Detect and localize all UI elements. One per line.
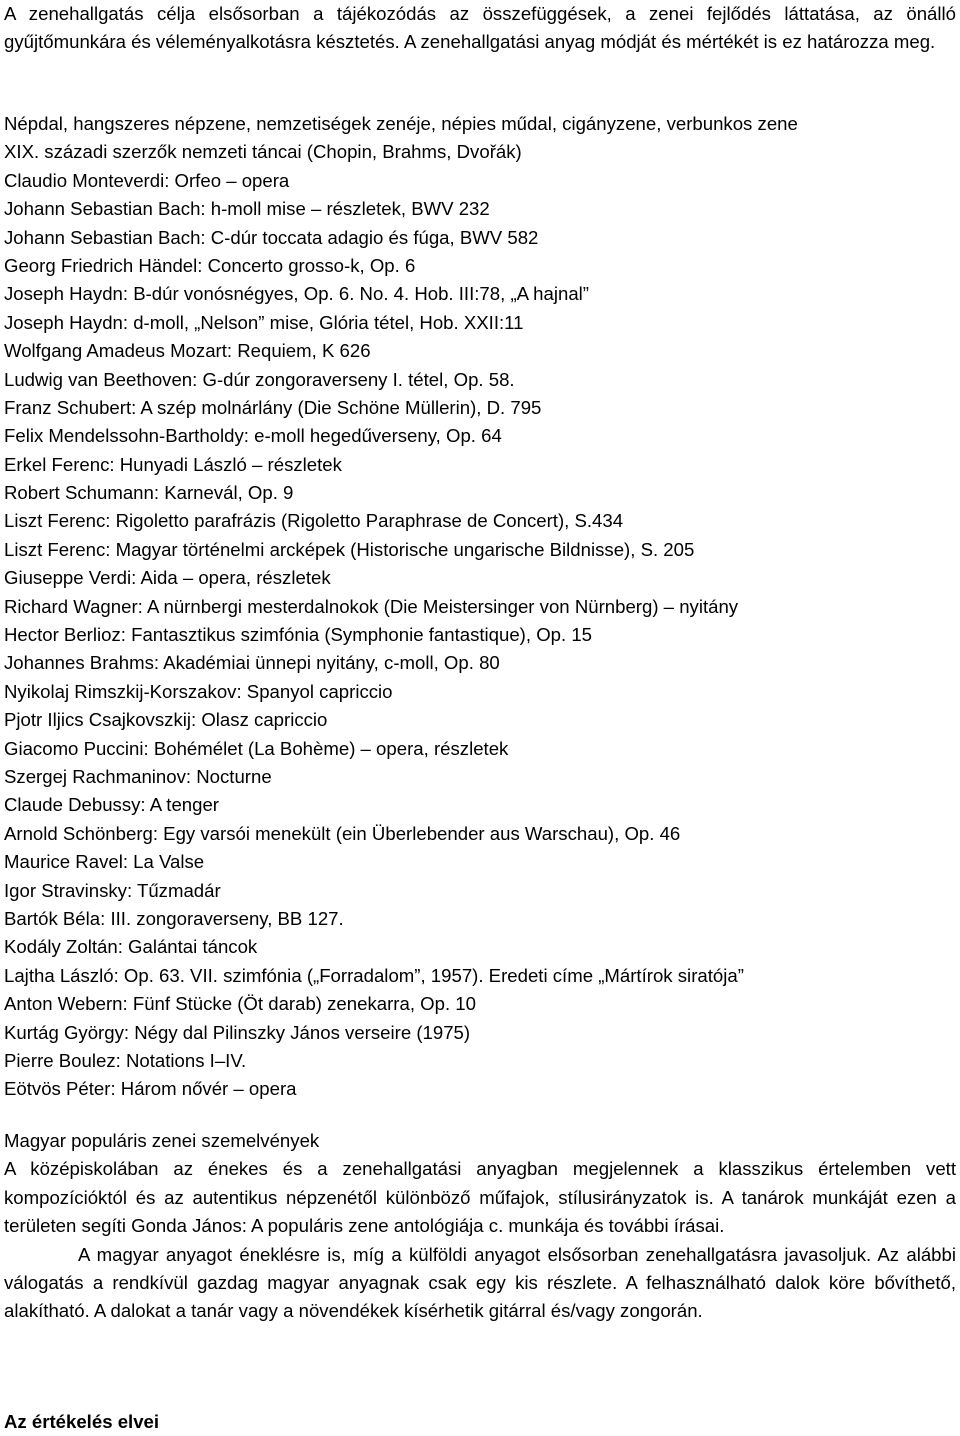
list-item: Kodály Zoltán: Galántai táncok [4, 936, 258, 958]
list-item: Richard Wagner: A nürnbergi mesterdalnokok (Die Meistersinger von Nürnberg) – nyitány [4, 595, 739, 617]
list-item: Felix Mendelssohn-Bartholdy: e-moll hegedűverseny, Op. 64 [4, 425, 502, 447]
list-item: Eötvös Péter: Három nővér – opera [4, 1078, 297, 1100]
list-item: Kurtág György: Négy dal Pilinszky János verseire (1975) [4, 1021, 471, 1043]
list-item: Johannes Brahms: Akadémiai ünnepi nyitány, c-moll, Op. 80 [4, 652, 500, 674]
list-item: Szergej Rachmaninov: Nocturne [4, 765, 272, 787]
section-paragraph: A középiskolában az énekes és a zenehallgatási anyagban megjelennek a klasszikus értelemben vett kompozícióktól és az autentikus népzenétől különböző műfajok, stílusirányzatok is. A tanárok munkáját ezen a területen segíti Gonda János: A populáris zene antológiája c. munkája és további írásai. [4, 1158, 956, 1237]
list-item: Maurice Ravel: La Valse [4, 851, 205, 873]
list-item: Joseph Haydn: d-moll, „Nelson” mise, Glória tétel, Hob. XXII:11 [4, 311, 524, 333]
list-item: Wolfgang Amadeus Mozart: Requiem, K 626 [4, 340, 371, 362]
list-item: Franz Schubert: A szép molnárlány (Die Schöne Müllerin), D. 795 [4, 396, 542, 418]
list-item: Ludwig van Beethoven: G-dúr zongoraverseny I. tétel, Op. 58. [4, 368, 515, 390]
list-item: Georg Friedrich Händel: Concerto grosso-k, Op. 6 [4, 254, 416, 276]
section-heading: Magyar populáris zenei szemelvények [4, 1130, 320, 1151]
list-item: Igor Stravinsky: Tűzmadár [4, 879, 221, 901]
list-item: Johann Sebastian Bach: C-dúr toccata adagio és fúga, BWV 582 [4, 226, 539, 248]
list-item: Erkel Ferenc: Hunyadi László – részletek [4, 453, 342, 475]
list-item: Joseph Haydn: B-dúr vonósnégyes, Op. 6. No. 4. Hob. III:78, „A hajnal” [4, 283, 589, 305]
evaluation-title: Az értékelés elvei [4, 1411, 160, 1432]
repertoire-list [4, 110, 956, 1104]
list-item: Pierre Boulez: Notations I–IV. [4, 1049, 247, 1071]
list-item: Robert Schumann: Karnevál, Op. 9 [4, 482, 294, 504]
list-item: Hector Berlioz: Fantasztikus szimfónia (Symphonie fantastique), Op. 15 [4, 624, 593, 646]
list-item: Liszt Ferenc: Magyar történelmi arcképek (Historische ungarische Bildnisse), S. 205 [4, 538, 695, 560]
list-item: Arnold Schönberg: Egy varsói menekült (ein Überlebender aus Warschau), Op. 46 [4, 822, 681, 844]
list-item: Claudio Monteverdi: Orfeo – opera [4, 169, 290, 191]
list-item: XIX. századi szerzők nemzeti táncai (Chopin, Brahms, Dvořák) [4, 141, 522, 163]
list-item: Népdal, hangszeres népzene, nemzetiségek zenéje, népies műdal, cigányzene, verbunkos zene [4, 113, 798, 134]
list-item: Giacomo Puccini: Bohémélet (La Bohème) – opera, részletek [4, 737, 509, 759]
list-item: Johann Sebastian Bach: h-moll mise – részletek, BWV 232 [4, 198, 490, 220]
list-item: Lajtha László: Op. 63. VII. szimfónia („Forradalom”, 1957). Eredeti címe „Mártírok siratója” [4, 964, 744, 986]
list-item: Pjotr Iljics Csajkovszkij: Olasz capriccio [4, 709, 328, 731]
list-item: Anton Webern: Fünf Stücke (Öt darab) zenekarra, Op. 10 [4, 993, 476, 1015]
list-item: Bartók Béla: III. zongoraverseny, BB 127. [4, 907, 344, 929]
list-item: Claude Debussy: A tenger [4, 794, 219, 816]
intro-paragraph: A zenehallgatás célja elsősorban a tájékozódás az összefüggések, a zenei fejlődés láttatása, az önálló gyűjtőmunkára és véleményalkotásra késztetés. A zenehallgatási anyag módját és mértékét is ez határozza meg. [4, 3, 956, 53]
list-item: Giuseppe Verdi: Aida – opera, részletek [4, 567, 331, 589]
list-item: Nyikolaj Rimszkij-Korszakov: Spanyol capriccio [4, 680, 393, 702]
popular-music-section [4, 1127, 956, 1326]
section-paragraph: A magyar anyagot éneklésre is, míg a külföldi anyagot elsősorban zenehallgatásra javasoljuk. Az alábbi válogatás a rendkívül gazdag magyar anyagnak csak egy kis részlete. A felhasználható dalok köre bővíthető, alakítható. A dalokat a tanár vagy a növendékek kísérhetik gitárral és/vagy zongorán. [4, 1243, 956, 1322]
list-item: Liszt Ferenc: Rigoletto parafrázis (Rigoletto Paraphrase de Concert), S.434 [4, 510, 624, 532]
